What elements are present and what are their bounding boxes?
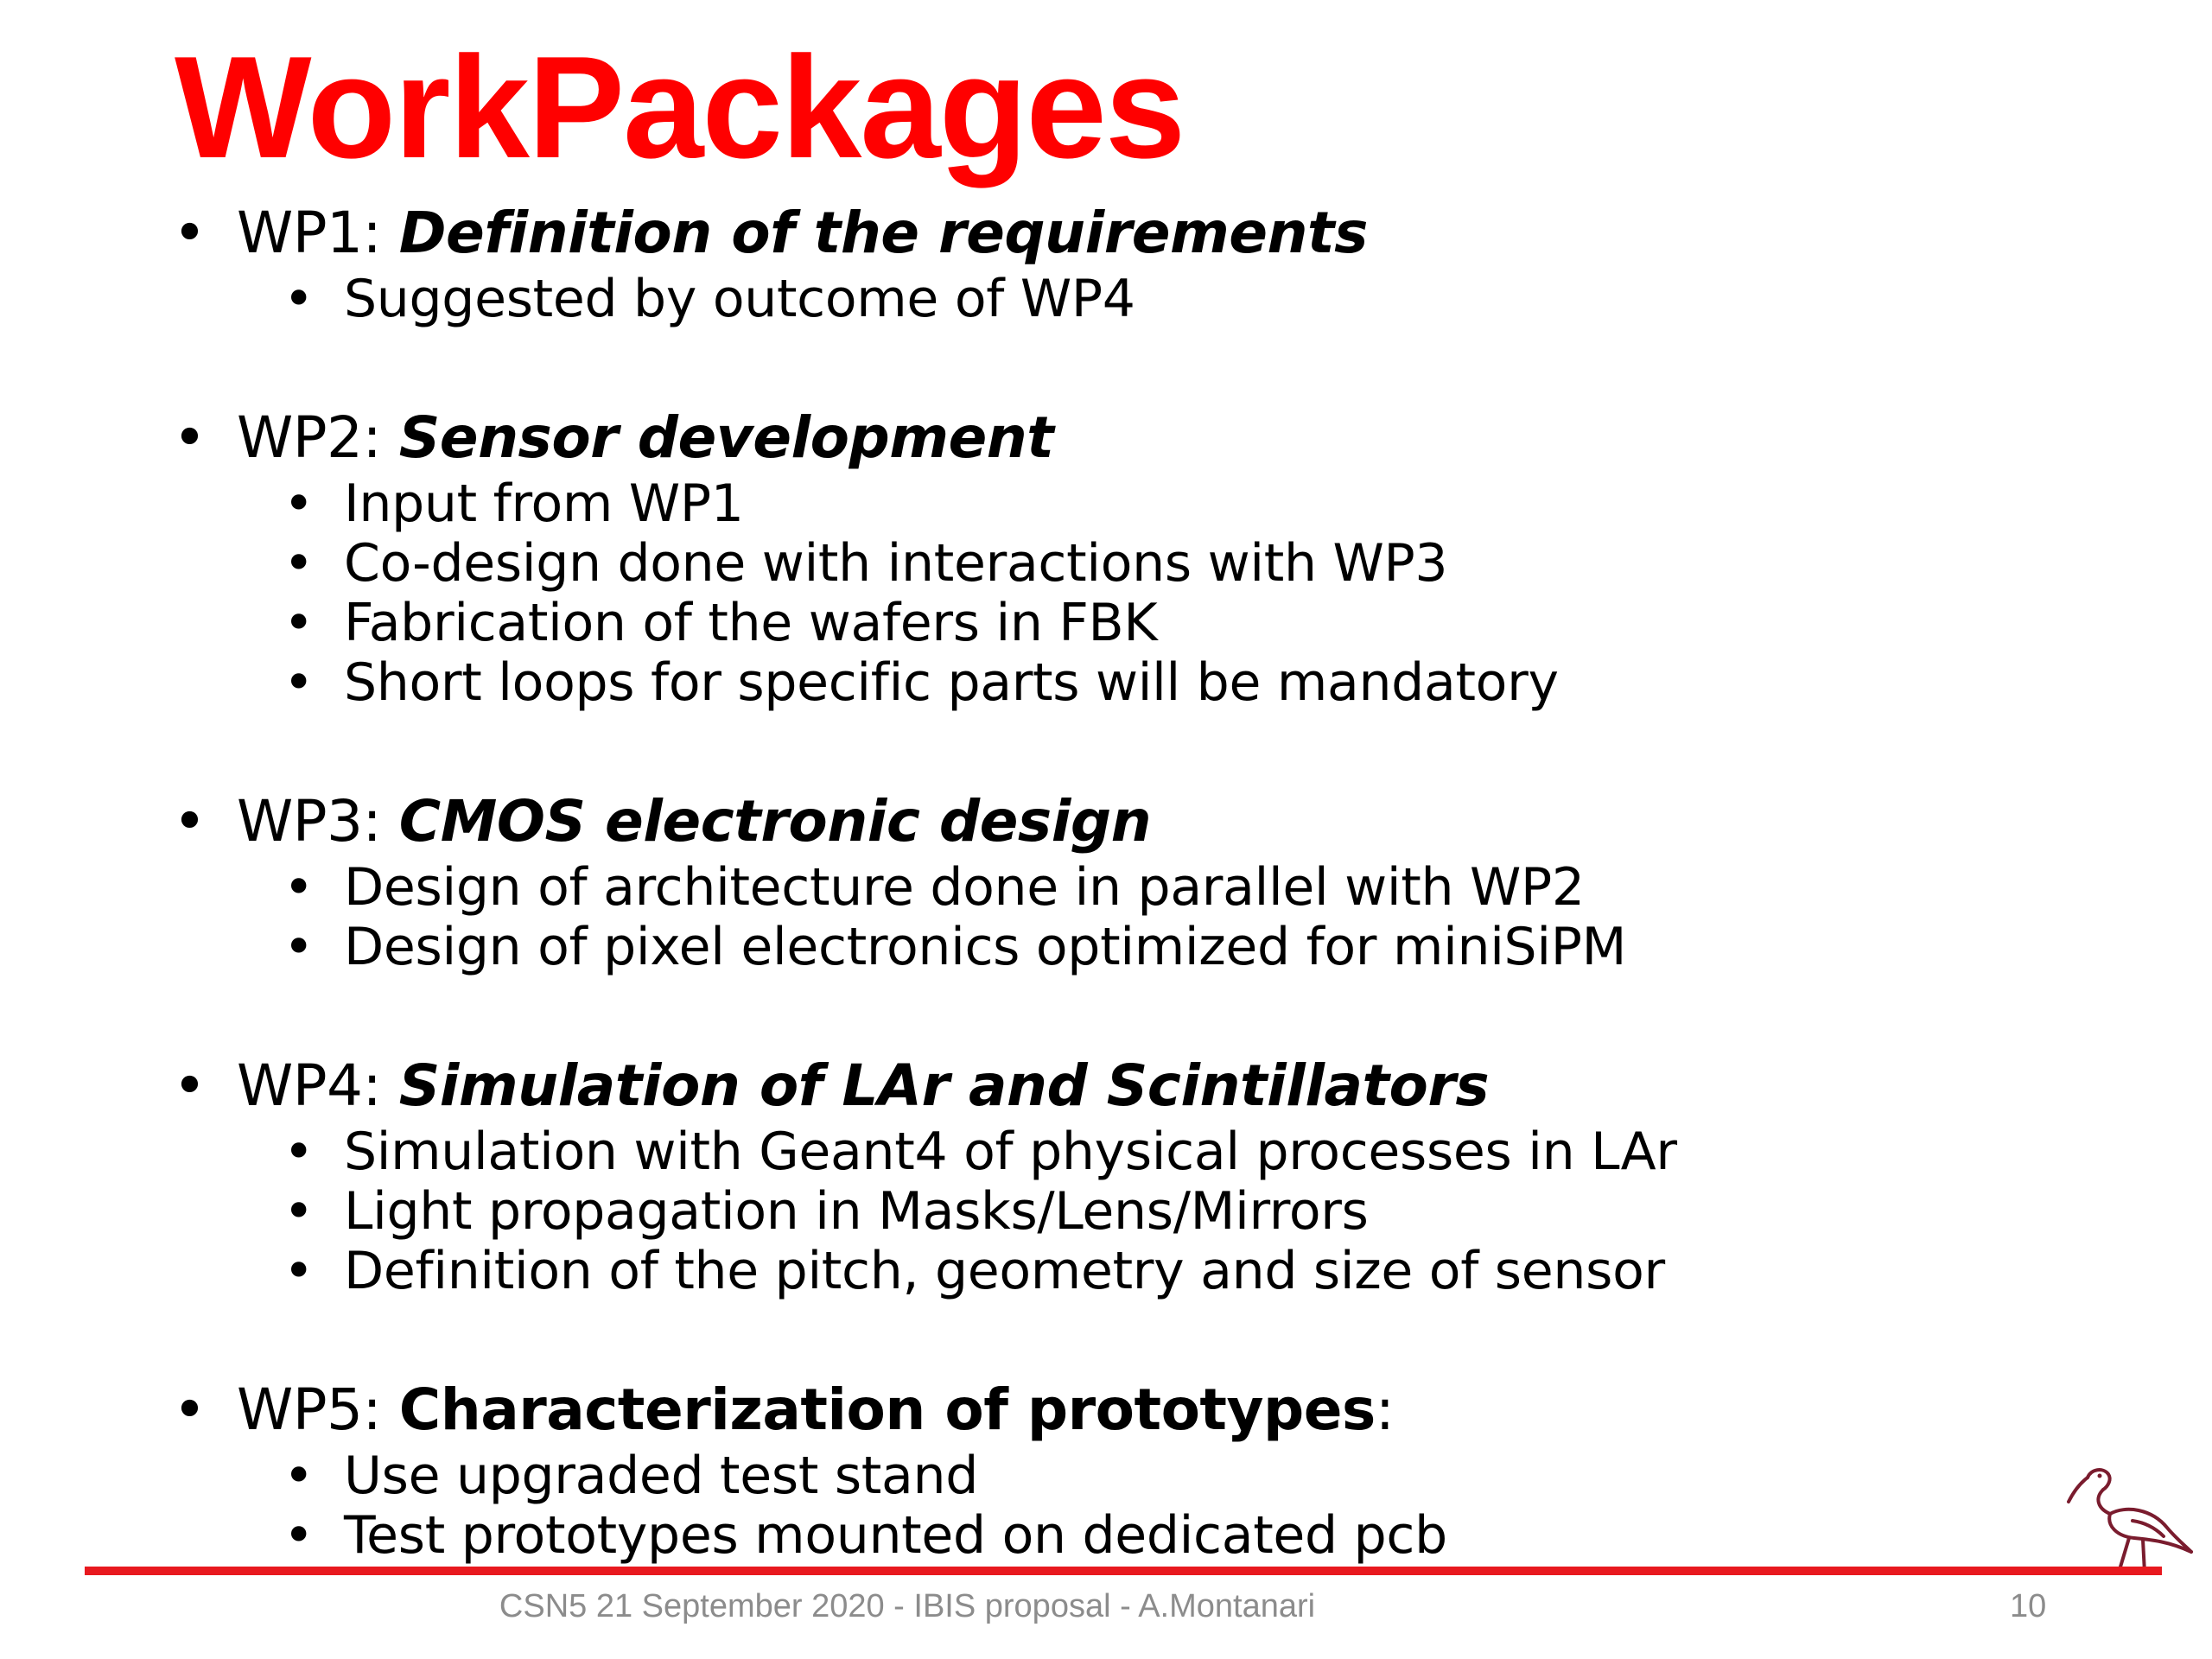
workpackage-prefix: WP1: xyxy=(237,200,399,266)
list-item-text: Short loops for specific parts will be mandatory xyxy=(344,652,1559,713)
workpackage-suffix: : xyxy=(1375,1376,1395,1443)
workpackage-prefix: WP2: xyxy=(237,404,399,471)
list-item-text: Design of architecture done in parallel with WP2 xyxy=(344,857,1585,918)
footer-text: CSN5 21 September 2020 - IBIS proposal - A.Montanari xyxy=(499,1588,1316,1624)
workpackage-name: Definition of the requirements xyxy=(398,200,1368,266)
list-item-text: Use upgraded test stand xyxy=(344,1446,979,1506)
bullet: • xyxy=(283,269,315,329)
sub-item-list xyxy=(173,270,2117,329)
workpackage-heading xyxy=(173,402,2117,474)
list-item xyxy=(173,1122,2117,1182)
bullet: • xyxy=(173,788,207,855)
workpackage-wp4 xyxy=(173,1050,2117,1301)
bullet: • xyxy=(283,1181,315,1242)
workpackage-wp3 xyxy=(173,785,2117,977)
slide-title: WorkPackages xyxy=(175,26,1185,188)
footer-divider xyxy=(85,1567,2162,1575)
workpackage-list xyxy=(173,197,2117,1566)
sub-item-list xyxy=(173,1122,2117,1301)
workpackage-heading xyxy=(173,785,2117,858)
workpackage-name: Characterization of prototypes xyxy=(398,1376,1376,1443)
bullet: • xyxy=(283,1446,315,1506)
bullet: • xyxy=(173,1052,207,1119)
workpackage-wp2 xyxy=(173,402,2117,713)
list-item xyxy=(173,918,2117,977)
page-number: 10 xyxy=(2010,1588,2047,1624)
workpackage-prefix: WP5: xyxy=(237,1376,399,1443)
list-item xyxy=(173,1446,2117,1506)
list-item-text: Simulation with Geant4 of physical processes in LAr xyxy=(344,1122,1677,1182)
bullet: • xyxy=(283,652,315,713)
list-item xyxy=(173,1242,2117,1301)
bullet: • xyxy=(283,474,315,534)
workpackage-heading xyxy=(173,1050,2117,1122)
list-item xyxy=(173,534,2117,594)
list-item xyxy=(173,594,2117,653)
bullet: • xyxy=(283,917,315,977)
workpackage-heading xyxy=(173,197,2117,270)
bullet: • xyxy=(283,1122,315,1182)
list-item xyxy=(173,474,2117,534)
list-item xyxy=(173,653,2117,713)
bullet: • xyxy=(283,857,315,918)
bullet: • xyxy=(283,1241,315,1301)
bullet: • xyxy=(283,593,315,653)
bullet: • xyxy=(283,533,315,594)
bullet: • xyxy=(173,1376,207,1443)
list-item xyxy=(173,1506,2117,1566)
workpackage-prefix: WP3: xyxy=(237,788,399,855)
workpackage-wp5 xyxy=(173,1374,2117,1566)
list-item-text: Test prototypes mounted on dedicated pcb xyxy=(344,1505,1447,1566)
list-item-text: Design of pixel electronics optimized for miniSiPM xyxy=(344,917,1627,977)
list-item-text: Co-design done with interactions with WP3 xyxy=(344,533,1448,594)
list-item xyxy=(173,1182,2117,1242)
workpackage-prefix: WP4: xyxy=(237,1052,399,1119)
list-item xyxy=(173,858,2117,918)
list-item-text: Suggested by outcome of WP4 xyxy=(344,269,1135,329)
bullet: • xyxy=(173,200,207,266)
ibis-bird-icon xyxy=(2065,1452,2195,1574)
list-item-text: Definition of the pitch, geometry and size of sensor xyxy=(344,1241,1665,1301)
sub-item-list xyxy=(173,1446,2117,1566)
workpackage-heading xyxy=(173,1374,2117,1446)
workpackage-name: CMOS electronic design xyxy=(398,788,1152,855)
bullet: • xyxy=(173,404,207,471)
workpackage-name: Simulation of LAr and Scintillators xyxy=(398,1052,1490,1119)
workpackage-name: Sensor development xyxy=(398,404,1054,471)
sub-item-list xyxy=(173,858,2117,977)
sub-item-list xyxy=(173,474,2117,713)
list-item-text: Input from WP1 xyxy=(344,474,744,534)
list-item-text: Light propagation in Masks/Lens/Mirrors xyxy=(344,1181,1369,1242)
list-item-text: Fabrication of the wafers in FBK xyxy=(344,593,1158,653)
list-item xyxy=(173,270,2117,329)
workpackage-wp1 xyxy=(173,197,2117,329)
bullet: • xyxy=(283,1505,315,1566)
